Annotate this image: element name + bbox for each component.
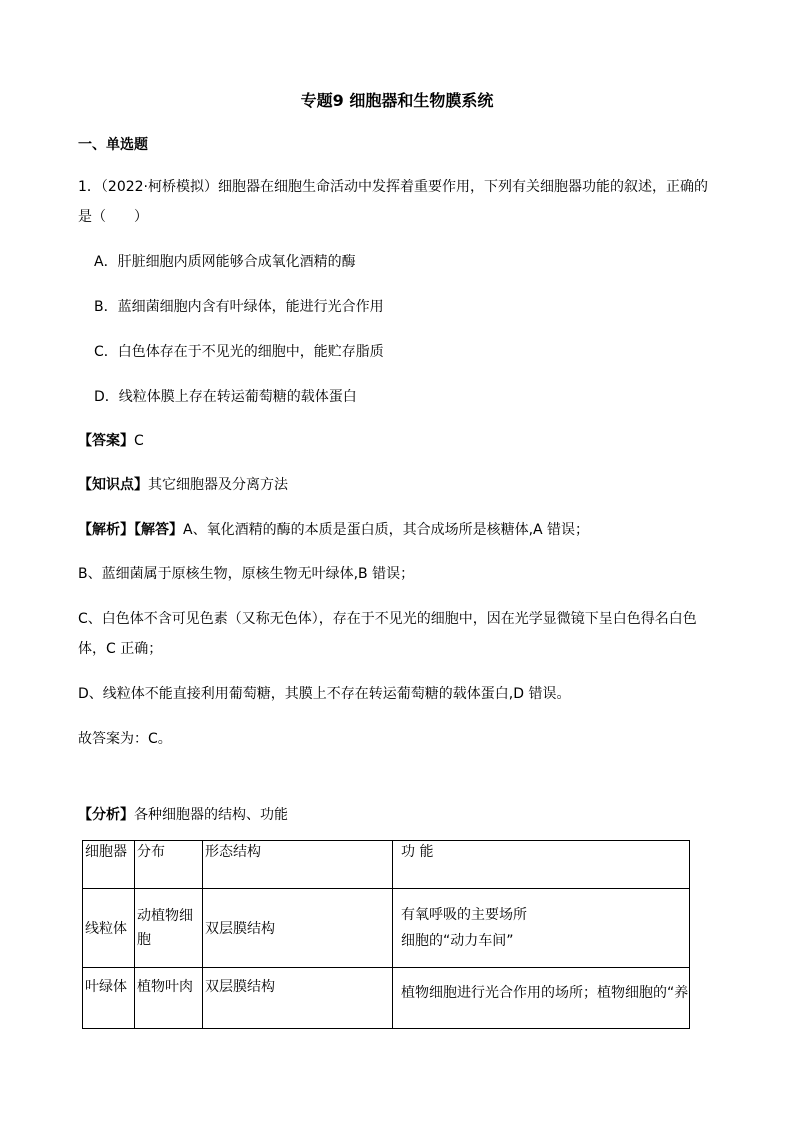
knowledge-label: 【知识点】 xyxy=(78,477,148,493)
analysis-line-1 xyxy=(78,519,589,539)
organelle-table xyxy=(82,840,690,1029)
conclusion-line: 故答案为：C。 xyxy=(78,731,172,747)
knowledge-value: 其它细胞器及分离方法 xyxy=(148,477,288,493)
option-b: B．蓝细菌细胞内含有叶绿体，能进行光合作用 xyxy=(94,299,384,315)
table-cell: 植物叶肉 xyxy=(135,968,203,1029)
answer-line xyxy=(78,430,144,450)
table-header-row xyxy=(83,841,690,889)
table-row xyxy=(83,968,690,1029)
option-c: C．白色体存在于不见光的细胞中，能贮存脂质 xyxy=(94,344,384,360)
analysis-line-5: D、线粒体不能直接利用葡萄糖，其膜上不存在转运葡萄糖的载体蛋白,D 错误。 xyxy=(78,686,571,702)
table-row xyxy=(83,889,690,968)
table-cell xyxy=(393,889,690,968)
answer-label: 【答案】 xyxy=(78,433,134,449)
section-heading: 一、单选题 xyxy=(78,137,148,153)
option-a: A．肝脏细胞内质网能够合成氧化酒精的酶 xyxy=(94,254,356,270)
analysis-text: A、氧化酒精的酶的本质是蛋白质，其合成场所是核糖体,A 错误； xyxy=(183,522,590,538)
table-cell: 植物细胞进行光合作用的场所；植物细胞的“养 xyxy=(393,968,690,1029)
fenxi-label: 【分析】 xyxy=(78,807,134,823)
page-title: 专题9 细胞器和生物膜系统 xyxy=(300,91,494,110)
table-cell: 动植物细胞 xyxy=(135,889,203,968)
function-line: 细胞的“动力车间” xyxy=(401,933,514,949)
analysis-label: 【解析】【解答】 xyxy=(78,522,183,538)
table-header-cell: 分布 xyxy=(135,841,203,889)
table-header-cell: 细胞器 xyxy=(83,841,135,889)
table-header-cell: 功 能 xyxy=(393,841,690,889)
analysis-line-2: B、蓝细菌属于原核生物，原核生物无叶绿体,B 错误； xyxy=(78,566,415,582)
fenxi-line xyxy=(78,804,288,824)
option-d: D．线粒体膜上存在转运葡萄糖的载体蛋白 xyxy=(94,389,357,405)
table-cell: 双层膜结构 xyxy=(203,968,393,1029)
fenxi-value: 各种细胞器的结构、功能 xyxy=(134,807,288,823)
function-line: 有氧呼吸的主要场所 xyxy=(401,907,527,923)
question-stem-line-2: 是（ ） xyxy=(78,209,148,225)
table-cell: 双层膜结构 xyxy=(203,889,393,968)
analysis-line-3: C、白色体不含可见色素（又称无色体），存在于不见光的细胞中，因在光学显微镜下呈白色得名白色 xyxy=(78,611,697,627)
table-cell: 叶绿体 xyxy=(83,968,135,1029)
answer-value: C xyxy=(134,433,144,449)
table-header-cell: 形态结构 xyxy=(203,841,393,889)
knowledge-line xyxy=(78,474,288,494)
question-stem-line-1: 1．（2022·柯桥模拟）细胞器在细胞生命活动中发挥着重要作用，下列有关细胞器功能的叙述，正确的 xyxy=(78,179,708,195)
analysis-line-4: 体，C 正确； xyxy=(78,641,163,657)
table-cell: 线粒体 xyxy=(83,889,135,968)
